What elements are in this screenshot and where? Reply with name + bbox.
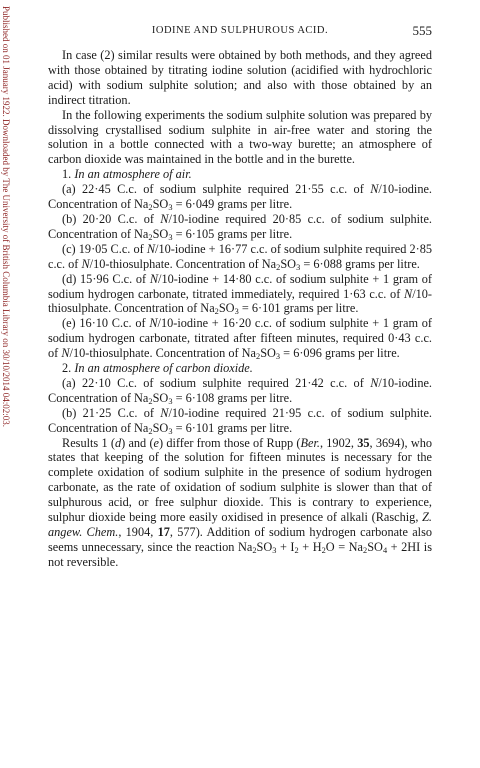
experiment-1a: (a) 22·45 C.c. of sodium sulphite required 21·55 c.c. of N/10-iodine. Concentration of $Na_2SO_3 = 6\cdot 049$ grams per litre.: [48, 182, 433, 213]
section-heading-co2: [48, 361, 432, 376]
download-watermark: [0, 0, 22, 768]
section-title: In an atmosphere of air.: [74, 167, 192, 182]
download-watermark-text: Published on 01 January 1922. Downloaded by The University of British Columbia Library on 30/10/2014 04:02:03.: [1, 6, 11, 428]
section-number: 1.: [62, 167, 72, 182]
experiment-1e: (e) 16·10 C.c. of N/10-iodine + 16·20 c.c. of sodium sulphite + 1 gram of sodium hydrogen carbonate, titrated after fifteen minutes, required 0·43 c.c. of N/10-thiosulphate. Concentration of $Na_2SO_3 = 6\cdot 096$ grams per litre.: [48, 316, 433, 362]
experiment-1b: (b) 20·20 C.c. of N/10-iodine required 20·85 c.c. of sodium sulphite. Concentration of $Na_2SO_3 = 6\cdot 105$ grams per litre.: [48, 211, 432, 242]
experiment-2b: (b) 21·25 C.c. of N/10-iodine required 21·95 c.c. of sodium sulphite. Concentration of $Na_2SO_3 = 6\cdot 101$ grams per litre.: [48, 405, 432, 436]
section-title: In an atmosphere of carbon dioxide.: [74, 361, 253, 376]
paragraph-case-2: In case (2) similar results were obtained by both methods, and they agreed with those obtained by titrating iodine solution (acidified with hydrochloric acid) with sodium sulphite solution; and also with those obtained by an indirect titration.: [48, 48, 432, 107]
section-heading-air: [48, 167, 432, 182]
paragraph-method: In the following experiments the sodium sulphite solution was prepared by dissolving crystallised sodium sulphite in air-free water and storing the solution in a bottle connected with a two-way burette; an atmosphere of carbon dioxide was maintained in the bottle and in the burette.: [48, 107, 432, 167]
section-number: 2.: [62, 361, 72, 376]
page-number: 555: [412, 23, 432, 38]
article-body: [48, 48, 432, 570]
paragraph-discussion: Results 1 (d) and (e) differ from those of Rupp (Ber., 1902, 35, 3694), who states that keeping of the solution for fifteen minutes is necessary for the complete oxidation of sodium sulphite in the presence of sodium hydrogen carbonate, as the rate of oxidation of sodium sulphite is slower than that of sulphurous acid, or free sulphur dioxide. This is contrary to experience, sulphur dioxide being more easily oxidised in presence of alkali (Raschig, Z. angew. Chem., 1904, 17, 577). Addition of sodium hydrogen carbonate also seems unnecessary, since the reaction $Na_2SO_3 + I_2 + H_2O = Na_2SO_4 + 2HI$ is not reversible.: [48, 435, 433, 569]
running-head: IODINE AND SULPHUROUS ACID.: [151, 25, 329, 36]
experiment-1c: (c) 19·05 C.c. of N/10-iodine + 16·77 c.c. of sodium sulphite required 2·85 c.c. of N/10-thiosulphate. Concentration of $Na_2SO_3 = 6\cdot 088$ grams per litre.: [48, 241, 432, 272]
experiment-1d: (d) 15·96 C.c. of N/10-iodine + 14·80 c.c. of sodium sulphite + 1 gram of sodium hydrogen carbonate, titrated immediately, required 1·63 c.c. of N/10-thiosulphate. Concentration of $Na_2SO_3 = 6\cdot 101$ grams per litre.: [48, 271, 433, 317]
experiment-2a: (a) 22·10 C.c. of sodium sulphite required 21·42 c.c. of N/10-iodine. Concentration of $Na_2SO_3 = 6\cdot 108$ grams per litre.: [48, 375, 433, 406]
page-header: [48, 23, 432, 39]
